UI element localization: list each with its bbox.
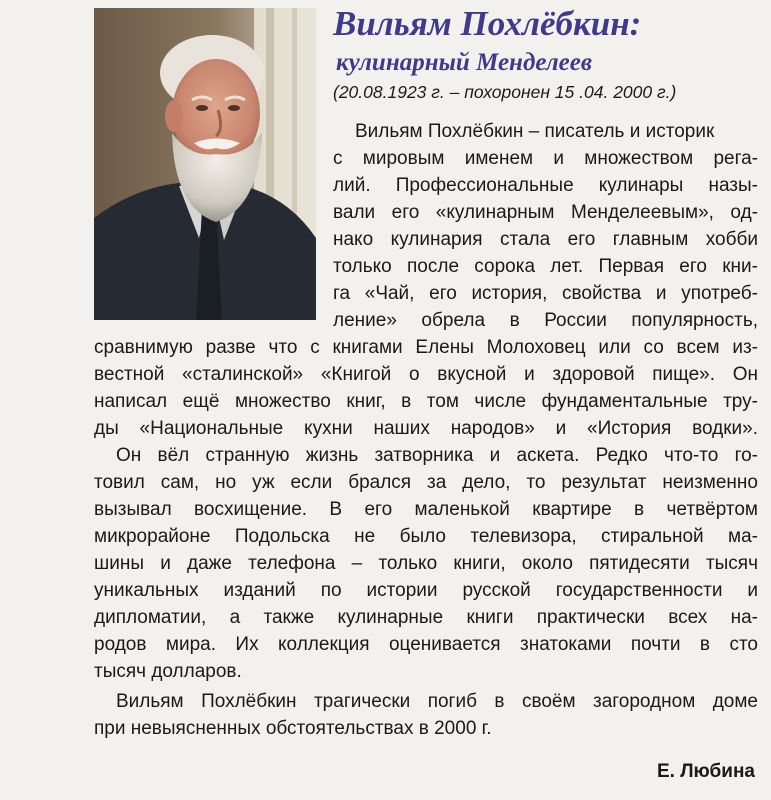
text-line: лий. Профессиональные кулинары назы-	[333, 175, 758, 196]
text-line: микрорайоне Подольска не было телевизора, стиральной ма-	[94, 526, 758, 547]
text-line: родов мира. Их коллекция оценивается знатоками почти в сто	[94, 634, 758, 655]
text-line: нако кулинария стала его главным хобби	[333, 229, 758, 250]
text-line: шины и даже телефона – только книги, около пятидесяти тысяч	[94, 553, 758, 574]
text-line: написал ещё множество книг, в том числе фундаментальные тру-	[94, 391, 758, 412]
text-line: Вильям Похлёбкин трагически погиб в своём загородном доме	[116, 691, 758, 712]
portrait-photo	[94, 8, 316, 320]
text-line: уникальных изданий по истории русской государственности и	[94, 580, 758, 601]
text-line: сравнимую разве что с книгами Елены Молоховец или со всем из-	[94, 337, 758, 358]
text-line: при невыясненных обстоятельствах в 2000 г.	[94, 718, 492, 739]
text-line: дипломатии, а также кулинарные книги практически всех на-	[94, 607, 758, 628]
text-line: Вильям Похлёбкин – писатель и историк	[355, 121, 715, 142]
text-line: вызывал восхищение. В его маленькой квартире в четвёртом	[94, 499, 758, 520]
text-line: товил сам, но уж если брался за дело, то результат неизменно	[94, 472, 758, 493]
text-line: тысяч долларов.	[94, 661, 242, 682]
text-line: только после сорока лет. Первая его кни-	[333, 256, 758, 277]
text-line: га «Чай, его история, свойства и употреб-	[333, 283, 758, 304]
life-dates: (20.08.1923 г. – похоронен 15 .04. 2000 г.)	[333, 82, 677, 102]
text-line: с мировым именем и множеством рега-	[333, 148, 758, 169]
article-title: Вильям Похлёбкин:	[333, 4, 642, 43]
text-line: ды «Национальные кухни наших народов» и «История водки».	[94, 418, 758, 439]
text-line: ление» обрела в России популярность,	[333, 310, 758, 331]
text-line: вестной «сталинской» «Книгой о вкусной и здоровой пище». Он	[94, 364, 758, 385]
article-author: Е. Любина	[657, 761, 755, 782]
text-line: вали его «кулинарным Менделеевым», од-	[333, 202, 758, 223]
article-subtitle: кулинарный Менделеев	[336, 49, 593, 76]
text-line: Он вёл странную жизнь затворника и аскета. Редко что-то го-	[116, 445, 758, 466]
